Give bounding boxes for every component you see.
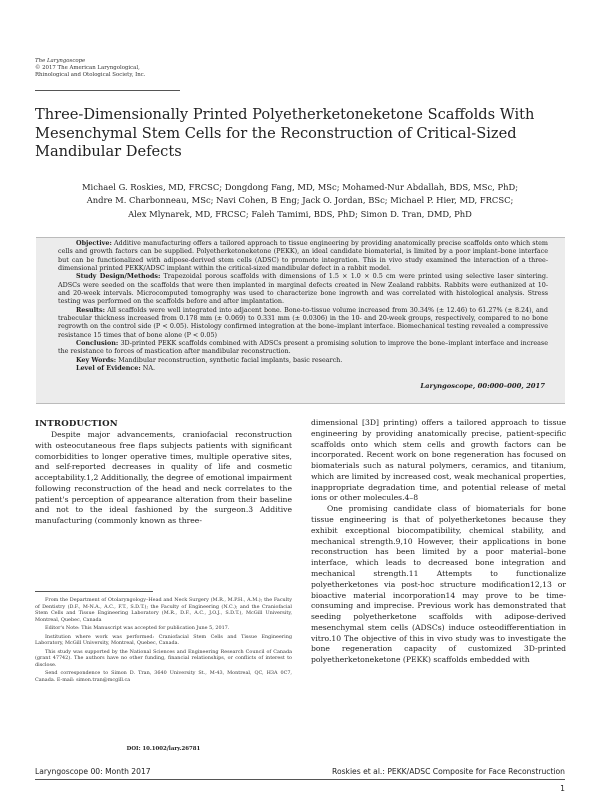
section-heading: INTRODUCTION: [35, 419, 118, 429]
author-line: Andre M. Charbonneau, MSc; Navi Cohen, B Eng; Jack O. Jordan, BSc; Michael P. Hier, MD, FRCSC;: [86, 195, 514, 206]
body-text: [35, 430, 292, 527]
copyright-line-2: Rhinological and Otological Society, Inc.: [35, 72, 146, 78]
journal-name: The Laryngoscope: [35, 58, 86, 64]
abstract-results-label: Results:: [76, 305, 105, 314]
abstract-results-text: All scaffolds were well integrated into adjacent bone. Bone-to-tissue volume increased from 30.34% (± 12.46) to 61.27% (± 8.24), and trabecular thickness increased from 0.178 mm (± 0.069) to 0.331 mm (± 0.0306) in the 10- and 20-week groups, respectively, compared to no bone regrowth on the control side (P < 0.05). Histology confirmed integration at the bone–implant interface. Biomechanical testing revealed a compressive resistance 15 times that of bone alone (P < 0.05): [58, 305, 548, 339]
abstract-conclusion: [58, 339, 548, 356]
footnote-institution: Institution where work was performed: Craniofacial Stem Cells and Tissue Engineering Laboratory, McGill University, Montreal, Quebec, Canada.: [35, 633, 292, 647]
footnote-affiliations: From the Department of Otolaryngology–Head and Neck Surgery (M.R., M.P.H., A.M.); the Faculty of Dentistry (D.F., M-N.A., A.C., F.T., S.D.T.); the Faculty of Engineering (N.C.); and the Craniofacial Stem Cells and Tissue Engineering Laboratory (M.R., D.F., A.C., J.O.J., S.D.T.), McGill University, Montreal, Quebec, Canada: [35, 597, 292, 624]
footer-divider: [35, 779, 565, 780]
abstract-evidence: [58, 364, 548, 372]
footnote-correspondence: Send correspondence to Simon D. Tran, 3640 University St., M-43, Montreal, QC, H3A 0C7, Canada. E-mail: simon.tran@mcgill.ca: [35, 670, 292, 684]
abstract-design-label: Study Design/Methods:: [76, 272, 161, 281]
copyright-line-1: © 2017 The American Laryngological,: [35, 65, 140, 71]
abstract-results: [58, 306, 548, 339]
author-line: Michael G. Roskies, MD, FRCSC; Dongdong Fang, MD, MSc; Mohamed-Nur Abdallah, BDS, MSc, PhD;: [81, 182, 519, 192]
page-number: 1: [560, 784, 565, 793]
author-list: [40, 181, 560, 221]
body-text: [311, 418, 566, 666]
footnotes: [35, 597, 292, 685]
abstract-keywords-label: Key Words:: [76, 355, 117, 364]
abstract-evidence-label: Level of Evidence:: [76, 364, 141, 373]
right-column: [311, 418, 566, 666]
abstract-design-text: Trapezoidal porous scaffolds with dimensions of 1.5 × 1.0 × 0.5 cm were printed using selective laser sintering. ADSCs were seeded on the scaffolds that were then implanted in marginal defects created in New Zealand rabbits. Rabbits were euthanized at 10- and 20-week intervals. Microcomputed tomography was used to characterize bone ingrowth and was correlated with histological analysis. Stress testing was performed on the scaffolds before and after implantation.: [58, 272, 548, 306]
abstract-objective-label: Objective:: [76, 239, 112, 247]
abstract-objective: [58, 239, 548, 272]
footnote-funding: This study was supported by the National Sciences and Engineering Research Council of Canada (grant 47742). The authors have no other funding, financial relationships, or conflicts of interest to disclose.: [35, 648, 292, 669]
footer-journal-issue: Laryngoscope 00: Month 2017: [35, 767, 151, 776]
author-line: Alex Mlynarek, MD, FRCSC; Faleh Tamimi, BDS, PhD; Simon D. Tran, DMD, PhD: [128, 208, 472, 219]
abstract-conclusion-text: 3D-printed PEKK scaffolds combined with ADSCs present a promising solution to improve the bone–implant interface and increase the resistance to forces of mastication after mandibular reconstruction.: [58, 339, 548, 356]
footnote-editors-note: Editor's Note: This Manuscript was accepted for publication June 5, 2017.: [45, 625, 230, 632]
paragraph: Despite major advancements, craniofacial reconstruction with osteocutaneous free flaps subjects patients with significant comorbidities to longer operative times, multiple operative sites, and self-reported decreases in quality of life and cosmetic acceptability.1,2 Additionally, the degree of emotional impairment following reconstruction of the head and neck correlates to the patient's perception of appearance alteration from their baseline and not to the ideal fashioned by the surgeon.3 Additive manufacturing (commonly known as three-: [35, 430, 292, 526]
paragraph: dimensional [3D] printing) offers a tailored approach to tissue engineering by providing anatomically precise, patient-specific scaffolds onto which stem cells and growth factors can be incorporated. Recent work on bone regeneration has focused on biomaterials such as natural polymers, ceramics, and titanium, which are limited by increased cost, weak mechanical properties, inappropriate degradation time, and potential release of metal ions or other molecules.4–8: [311, 418, 566, 503]
paragraph: One promising candidate class of biomaterials for bone tissue engineering is that of polyetherketones because they exhibit exceptional biocompatibility, chemical stability, and mechanical strength.9,10 However, their applications in bone reconstruction has been limited by a poor material–bone interface, which leads to decreased bone integration and mechanical strength.11 Attempts to functionalize polyetherketones via post-hoc structure modification12,13 or bioactive material incorporation14 may prove to be time-consuming and imprecise. Previous work has demonstrated that seeding polyetherketone scaffolds with adipose-derived mesenchymal stem cells (ADSCs) induce osteodifferentiation in vitro.10 The objective of this in vivo study was to investigate the bone regeneration capacity of customized 3D-printed polyetherketoneketone (PEKK) scaffolds embedded with: [311, 504, 566, 665]
left-column: [35, 418, 292, 527]
header-divider: [35, 90, 180, 91]
abstract-conclusion-label: Conclusion:: [76, 339, 119, 348]
abstract-evidence-text: NA.: [142, 364, 156, 373]
article-title: Three-Dimensionally Printed Polyetherketoneketone Scaffolds With Mesenchymal Stem Cells for the Reconstruction of Critical-Sized Mandibular Defects: [35, 106, 535, 160]
abstract: [58, 239, 548, 373]
journal-header: [35, 58, 145, 79]
abstract-objective-text: Additive manufacturing offers a tailored approach to tissue engineering by providing anatomically precise scaffolds onto which stem cells and growth factors can be supplied. Polyetherketoneketone (PEKK), an ideal candidate biomaterial, is limited by a poor implant–bone interface but can be functionalized with adipose-derived stem cells (ADSC) to promote integration. This in vivo study examined the interaction of a three-dimensional printed PEKK/ADSC implant within the critical-sized mandibular defect in a rabbit model.: [58, 239, 548, 273]
footer-running-title: Roskies et al.: PEKK/ADSC Composite for Face Reconstruction: [332, 767, 565, 776]
abstract-keywords-text: Mandibular reconstruction, synthetic facial implants, basic research.: [118, 355, 343, 364]
abstract-keywords: [58, 356, 548, 364]
journal-citation: Laryngoscope, 00:000–000, 2017: [420, 382, 545, 390]
footnote-divider: [35, 591, 153, 592]
doi: DOI: 10.1002/lary.26781: [126, 746, 201, 752]
abstract-design: [58, 272, 548, 305]
